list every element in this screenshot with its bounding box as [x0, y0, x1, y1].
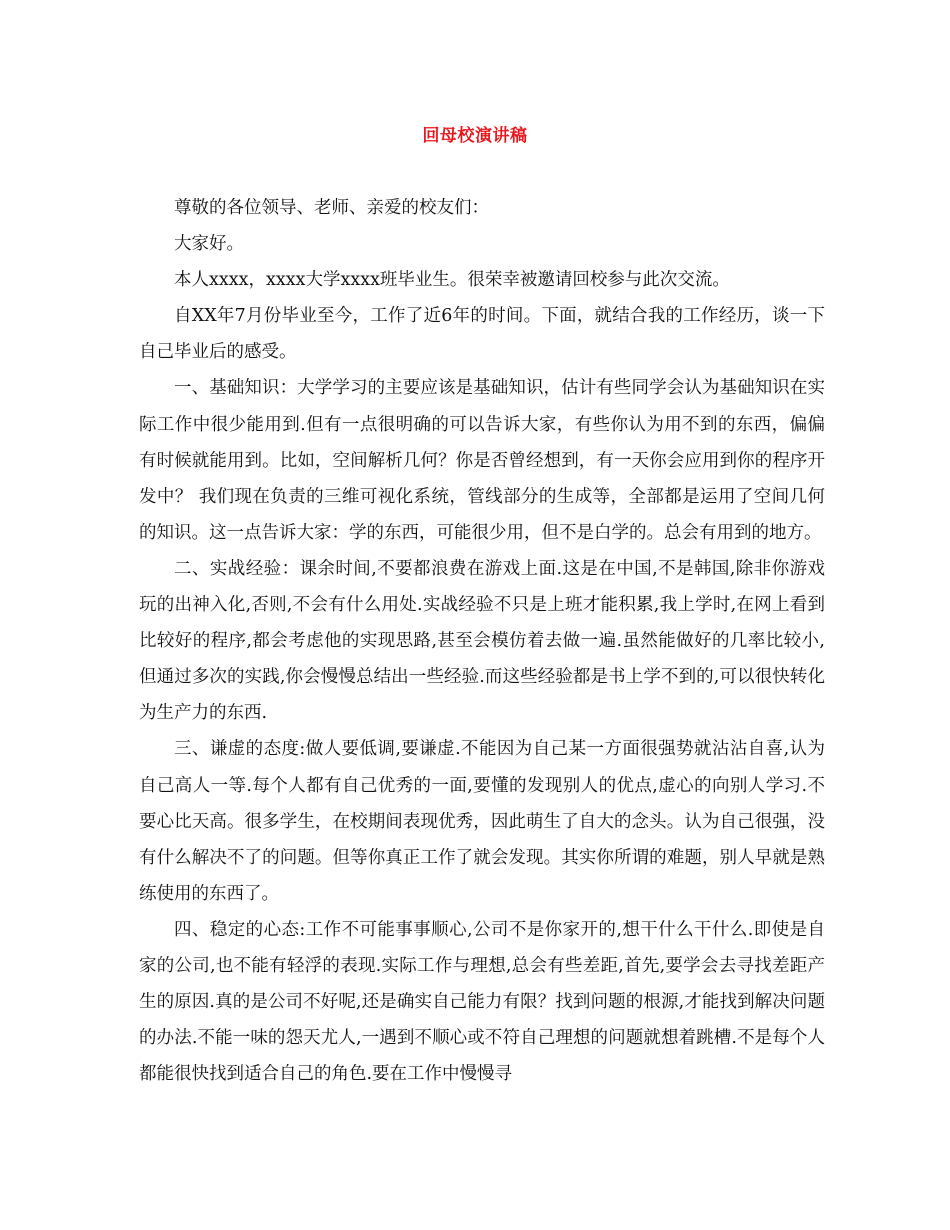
hello-paragraph: 大家好。 [174, 234, 244, 255]
intro-paragraph: 本人xxxx，xxxx大学xxxx班毕业生。很荣幸被邀请回校参与此次交流。 [174, 270, 730, 291]
greeting-paragraph: 尊敬的各位领导、老师、亲爱的校友们： [174, 198, 489, 218]
section-practical-experience: 二、实战经验：课余时间,不要都浪费在游戏上面.这是在中国,不是韩国,除非你游戏玩的出神入化,否则,不会有什么用处.实战经验不只是上班才能积累,我上学时,在网上看到比较好的程序,都会考虑他的实现思路,甚至会模仿着去做一遍.虽然能做好的几率比较小,但通过多次的实践,你会慢慢总结出一些经验.而这些经验都是书上学不到的,可以很快转化为生产力的东西. [139, 558, 825, 724]
section-stable-mindset: 四、稳定的心态:工作不可能事事顺心,公司不是你家开的,想干什么干什么.即使是自家的公司,也不能有轻浮的表现.实际工作与理想,总会有些差距,首先,要学会去寻找差距产生的原因.真的是公司不好呢,还是确实自己能力有限？找到问题的根源,才能找到解决问题的办法.不能一味的怨天尤人,一遇到不顺心或不符自己理想的问题就想着跳槽.不是每个人都能很快找到适合自己的角色.要在工作中慢慢寻 [139, 919, 825, 1085]
section-basic-knowledge: 一、基础知识：大学学习的主要应该是基础知识，估计有些同学会认为基础知识在实际工作中很少能用到.但有一点很明确的可以告诉大家，有些你认为用不到的东西，偏偏有时候就能用到。比如，空间解析几何？你是否曾经想到，有一天你会应用到你的程序开发中？ 我们现在负责的三维可视化系统，管线部分的生成等，全部都是运用了空间几何的知识。这一点告诉大家：学的东西，可能很少用，但不是白学的。总会有用到的地方。 [139, 378, 825, 543]
section-humble-attitude: 三、谦虚的态度:做人要低调,要谦虚.不能因为自己某一方面很强势就沾沾自喜,认为自己高人一等.每个人都有自己优秀的一面,要懂的发现别人的优点,虚心的向别人学习.不要心比天高。很多学生，在校期间表现优秀，因此萌生了自大的念头。认为自己很强，没有什么解决不了的问题。但等你真正工作了就会发现。其实你所谓的难题，别人早就是熟练使用的东西了。 [139, 739, 825, 904]
document-body [139, 190, 825, 1092]
document-title: 回母校演讲稿 [422, 126, 528, 146]
experience-paragraph: 自XX年7月份毕业至今，工作了近6年的时间。下面，就结合我的工作经历，谈一下自己毕业后的感受。 [139, 306, 825, 363]
